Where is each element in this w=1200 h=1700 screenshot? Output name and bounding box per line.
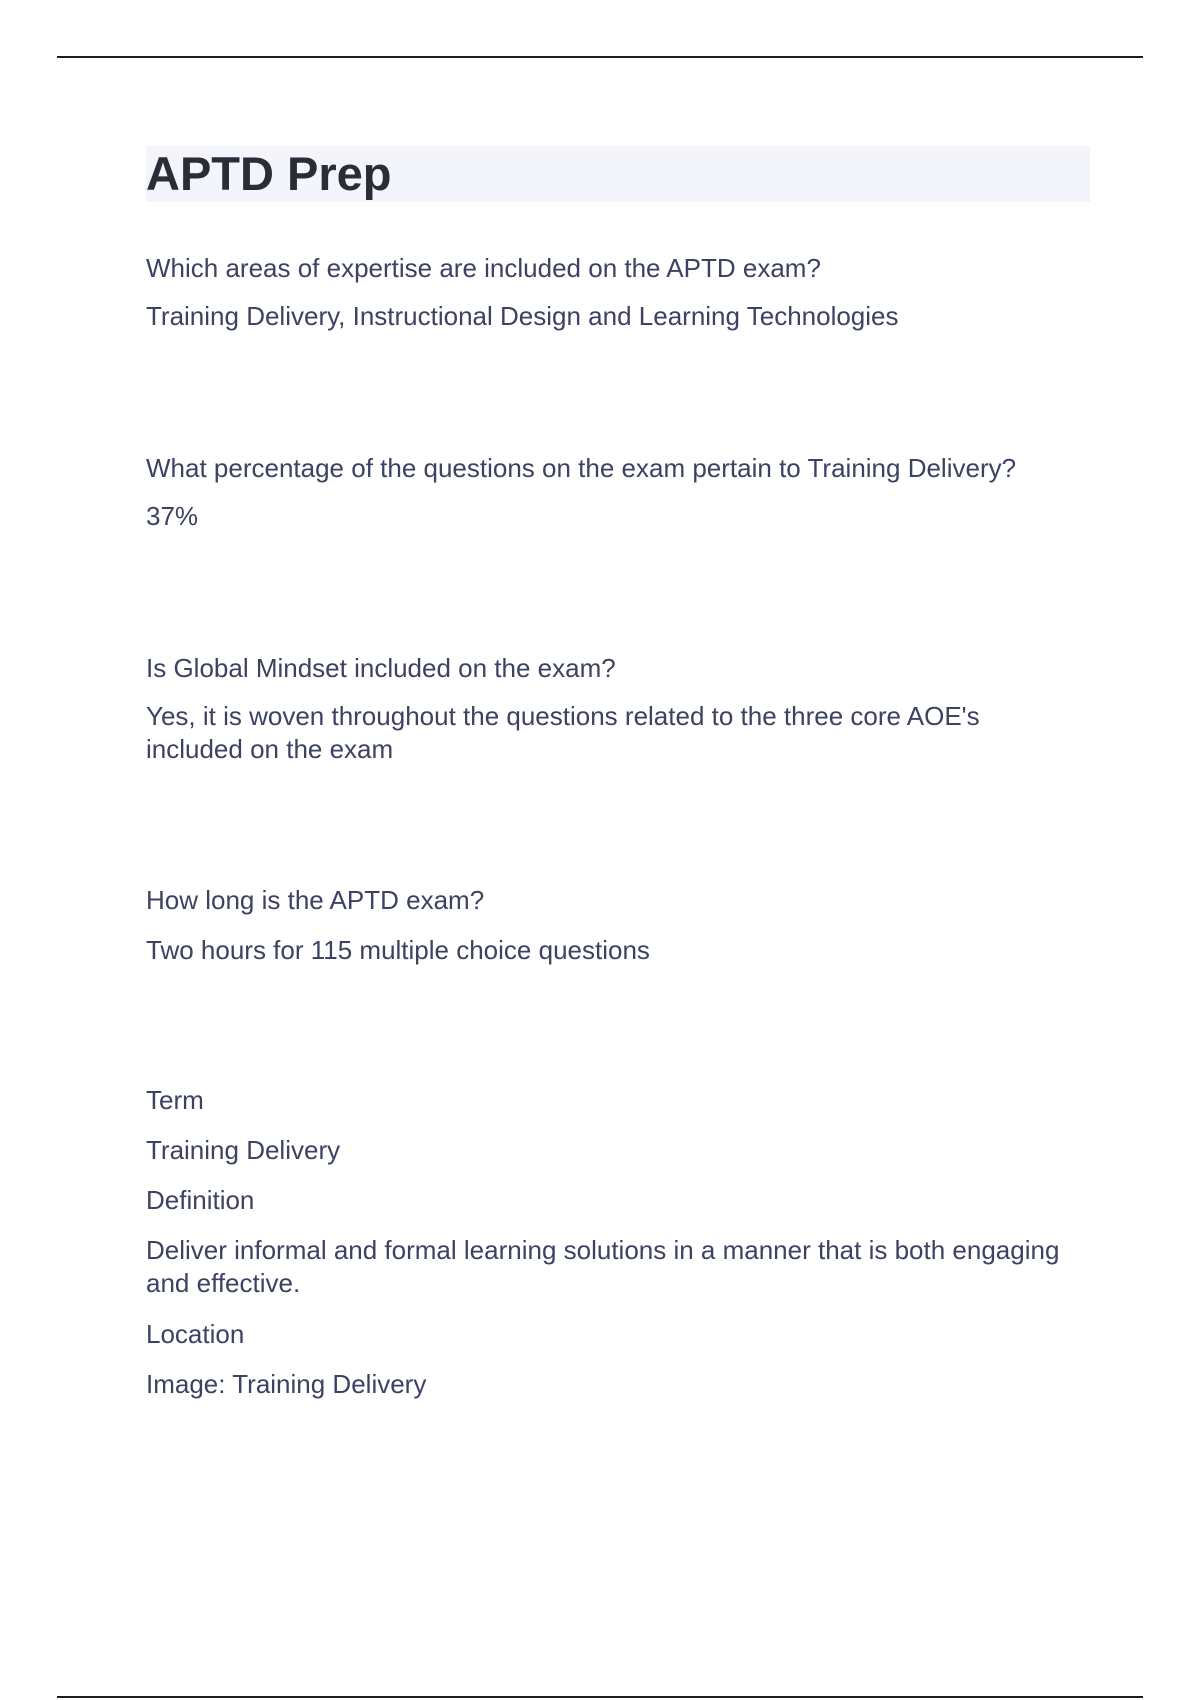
definition-label: Definition: [146, 1185, 255, 1215]
question-3: Is Global Mindset included on the exam?: [146, 653, 616, 683]
question-1: Which areas of expertise are included on the APTD exam?: [146, 253, 821, 283]
answer-4: Two hours for 115 multiple choice questions: [146, 935, 650, 965]
definition-value: Deliver informal and formal learning solutions in a manner that is both engaging and effective.: [146, 1235, 1060, 1298]
term-value: Training Delivery: [146, 1135, 341, 1165]
term-label: Term: [146, 1085, 204, 1115]
page-title: APTD Prep: [146, 147, 392, 200]
answer-1: Training Delivery, Instructional Design and Learning Technologies: [146, 301, 899, 331]
answer-2: 37%: [146, 501, 199, 531]
location-value: Image: Training Delivery: [146, 1369, 427, 1399]
bottom-divider: [57, 1696, 1143, 1698]
question-4: How long is the APTD exam?: [146, 885, 485, 915]
top-divider: [57, 56, 1143, 58]
answer-3: Yes, it is woven throughout the questions related to the three core AOE's included on the exam: [146, 701, 980, 764]
question-2: What percentage of the questions on the exam pertain to Training Delivery?: [146, 453, 1017, 483]
location-label: Location: [146, 1319, 245, 1349]
